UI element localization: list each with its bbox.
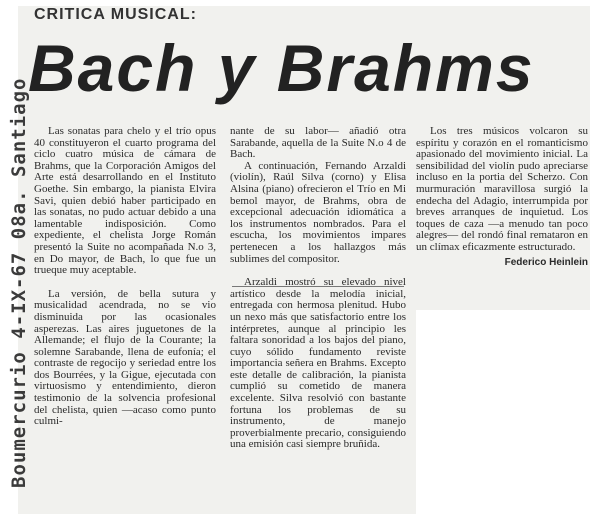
section-header: CRITICA MUSICAL:: [34, 6, 197, 23]
author-byline: Federico Heinlein: [504, 256, 588, 268]
paragraph: Las sonatas para chelo y el trío opus 40 constituyeron el cuarto programa del ciclo cuatro música de cámara de Brahms, que la Corporación Amigos del Arte está desarrollando en el Instituto Goethe. Sin embargo, la pianista Elvira Savi, quien debió haber participado en las sonatas, no pudo actuar debido a una lamentable indisposición. Como expediente, el chelista Jorge Román presentó la Suite no acompañada N.o 3, en Do mayor, de Bach, lo que fue un trueque muy aceptable.: [34, 125, 216, 277]
headline: Bach y Brahms: [28, 31, 535, 105]
article-column-3: [416, 126, 588, 268]
paragraph: Los tres músicos volcaron su espíritu y corazón en el romanticismo apasionado del movimiento inicial. La sensibilidad del violín pudo apreciarse incluso en la portia del Scherzo. Con murmuración maravillosa surgió la endecha del Adagio, interrumpida por breves arranques de inquietud. Los toques de caza —a menudo tan poco alegres— del rondó final remataron en un clímax eficazmente estructurado.: [416, 125, 588, 253]
paragraph: nante de su labor— añadió otra Sarabande, aquella de la Suite N.o 4 de Bach.: [230, 125, 406, 161]
paragraph: La versión, de bella sutura y musicalidad acendrada, no se vio disminuida por las ocasionales asperezas. Las aires juguetones de la Allemande; el flujo de la Courante; la solemne Sarabande, llena de eufonía; el contraste de regocijo y seriedad entre los dos Bourrées, y la Gigue, ejecutada con virtuosismo y entendimiento, dieron testimonio de la solvencia profesional del chelista, quien —acaso como punto culmi-: [34, 287, 216, 428]
paragraph: A continuación, Fernando Arzaldi (violín), Raúl Silva (corno) y Elisa Alsina (piano) ofrecieron el Trío en Mi bemol mayor, de Brahms, obra de excepcional adecuación idiomática a los instrumentos nombrados. Para el escucha, los movimientos impares pertenecen a los hallazgos más sublimes del compositor.: [230, 159, 406, 265]
column-divider: [232, 286, 404, 287]
article-column-2: [230, 126, 406, 451]
paragraph: Arzaldi mostró su elevado nivel artístico desde la melodía inicial, entregada con hermosa plenitud. Hubo un nexo más que satisfactorio entre los intérpretes, aunque al principio les faltara sonoridad a los bajos del piano, cuyo sólido fundamento reviste importancia señera en Brahms. Excepto este detalle de calibración, la pianista cumplió su cometido de manera excelente. Silva resolvió con bastante fortuna los problemas de su instrumento, de manejo proverbialmente precario, consiguiendo una emisión casi siempre bruñida.: [230, 276, 406, 451]
handwritten-margin-note: Boumercurio 4-IX-67 08a. Santiago: [8, 77, 30, 488]
article-column-1: [34, 126, 216, 428]
